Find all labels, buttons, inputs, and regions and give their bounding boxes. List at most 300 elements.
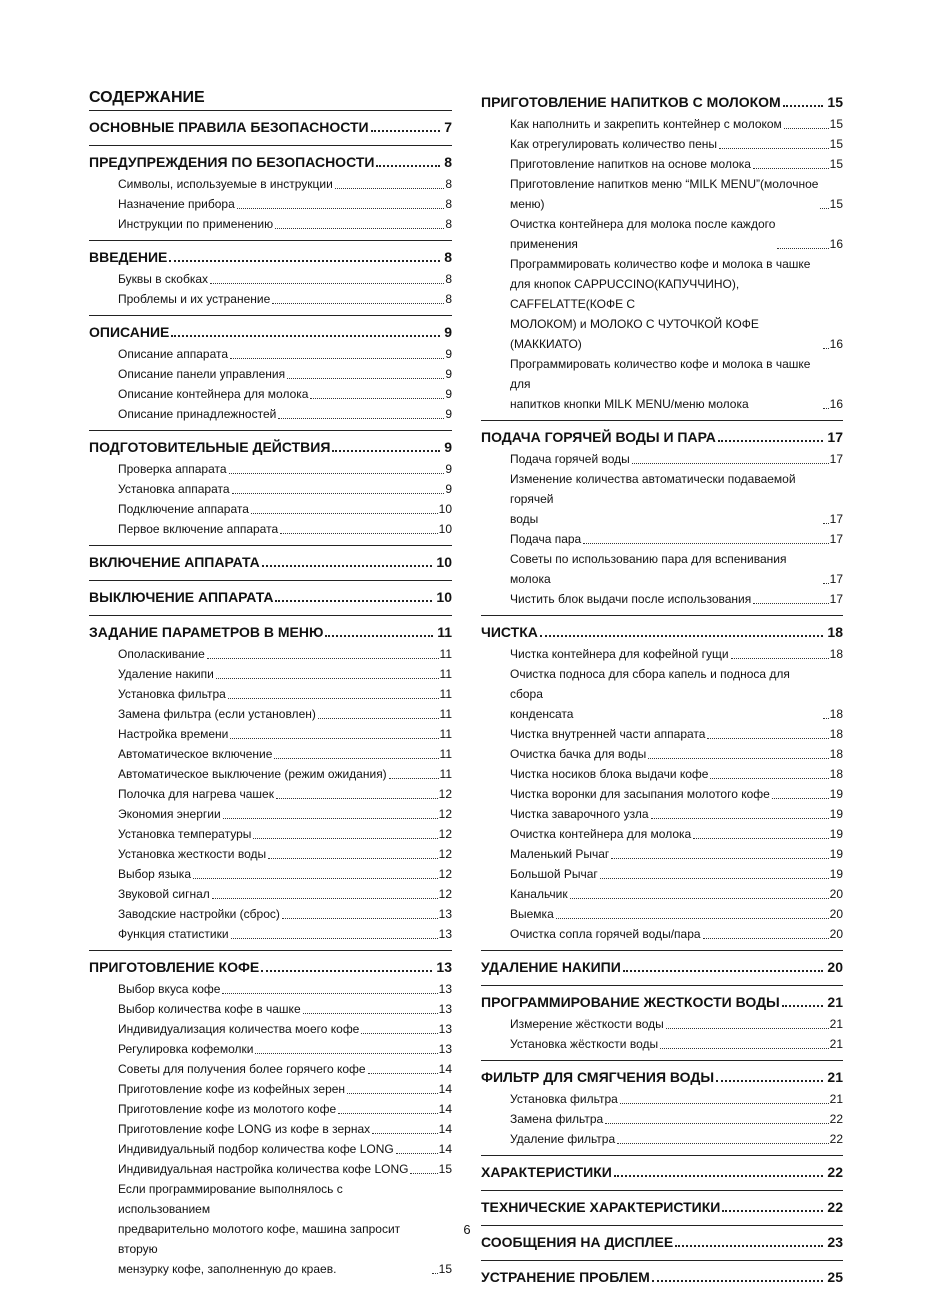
toc-entry-title: Подача горячей воды xyxy=(510,452,630,466)
toc-entry-title: Очистка контейнера для молока после каждого применения xyxy=(510,217,776,251)
toc-entry-title: Экономия энергии xyxy=(118,807,221,821)
toc-entry-title: Подключение аппарата xyxy=(118,502,249,516)
toc-entry-page: 22 xyxy=(829,1112,843,1126)
toc-entry-title: Первое включение аппарата xyxy=(118,522,279,536)
toc-entry-page: 13 xyxy=(438,1042,452,1056)
toc-section-heading[interactable] xyxy=(481,1061,843,1089)
toc-entry-page: 8 xyxy=(445,272,452,286)
dot-leader xyxy=(410,1173,437,1174)
toc-entry[interactable] xyxy=(481,549,843,589)
dot-leader xyxy=(660,1048,829,1049)
toc-entry-page: 8 xyxy=(445,177,452,191)
toc-entry[interactable] xyxy=(481,134,843,154)
toc-section xyxy=(89,146,452,241)
dot-leader xyxy=(212,898,438,899)
dot-leader xyxy=(255,1053,437,1054)
toc-entry-page: 11 xyxy=(439,727,452,741)
dot-leader xyxy=(718,440,824,442)
dot-leader xyxy=(318,718,439,719)
toc-section xyxy=(89,431,452,546)
toc-section-heading[interactable] xyxy=(481,1191,843,1219)
dot-leader xyxy=(823,523,829,524)
toc-entry-page: 15 xyxy=(829,117,843,131)
dot-leader xyxy=(276,798,438,799)
toc-entry[interactable] xyxy=(481,529,843,549)
toc-section xyxy=(89,616,452,951)
toc-entry-title: Как наполнить и закрепить контейнер с молоком xyxy=(510,117,782,131)
toc-entry-title: Назначение прибора xyxy=(118,197,235,211)
toc-entry-page: 13 xyxy=(438,1022,452,1036)
dot-leader xyxy=(823,408,829,409)
toc-entry-page: 20 xyxy=(829,927,843,941)
toc-entry-title: Выбор языка xyxy=(118,867,191,881)
toc-entry[interactable] xyxy=(481,844,843,864)
toc-entry-title: Приготовление кофе из кофейных зерен xyxy=(118,1082,346,1096)
toc-entry-title: Описание панели управления xyxy=(118,367,286,381)
toc-entry[interactable] xyxy=(481,824,843,844)
toc-section-page: 22 xyxy=(827,1164,843,1180)
toc-entry[interactable] xyxy=(89,804,452,824)
dot-leader xyxy=(232,493,445,494)
toc-entry-title: Установка жёсткости воды xyxy=(510,1037,659,1051)
toc-entry-title: Чистка заварочного узла xyxy=(510,807,649,821)
toc-entry-title: Приготовление напитков меню “MILK MENU”(молочное меню) xyxy=(510,177,819,211)
toc-section-heading[interactable] xyxy=(481,616,843,644)
toc-section-heading[interactable] xyxy=(481,1156,843,1184)
toc-section-page: 8 xyxy=(444,249,452,265)
toc-section xyxy=(481,1261,843,1295)
toc-section-title: ТЕХНИЧЕСКИЕ ХАРАКТЕРИСТИКИ xyxy=(481,1199,721,1215)
toc-entry-page: 15 xyxy=(438,1262,452,1276)
toc-entry[interactable] xyxy=(481,214,843,254)
toc-section-title: СООБЩЕНИЯ НА ДИСПЛЕЕ xyxy=(481,1234,674,1250)
toc-section-heading[interactable] xyxy=(89,146,452,174)
dot-leader xyxy=(823,583,829,584)
toc-entry-page: 21 xyxy=(829,1017,843,1031)
toc-entry[interactable] xyxy=(89,784,452,804)
toc-entry[interactable] xyxy=(481,174,843,214)
toc-entry[interactable] xyxy=(89,1059,452,1079)
toc-entry[interactable] xyxy=(89,764,452,784)
toc-entry[interactable] xyxy=(481,804,843,824)
toc-entry-page: 21 xyxy=(829,1037,843,1051)
toc-entry-title: Буквы в скобках xyxy=(118,272,209,286)
dot-leader xyxy=(772,798,829,799)
toc-entry-title: Проверка аппарата xyxy=(118,462,227,476)
toc-section-title: ОСНОВНЫЕ ПРАВИЛА БЕЗОПАСНОСТИ xyxy=(89,119,369,135)
toc-entry-title: Программировать количество кофе и молока в чашке для кнопок CAPPUCCINO(КАПУЧЧИНО), CAFFELATTE(КОФЕ С МОЛОКОМ) и МОЛОКО С ЧУТОЧКОЙ КОФЕ (МАККИАТО) xyxy=(510,257,811,351)
toc-entry[interactable] xyxy=(89,174,452,194)
toc-entry[interactable] xyxy=(481,784,843,804)
toc-entry-title: Приготовление кофе LONG из кофе в зернах xyxy=(118,1122,371,1136)
toc-entry[interactable] xyxy=(481,1109,843,1129)
toc-entry[interactable] xyxy=(89,459,452,479)
toc-section-title: ОПИСАНИЕ xyxy=(89,324,170,340)
toc-entry-title: Установка фильтра xyxy=(510,1092,618,1106)
dot-leader xyxy=(237,208,445,209)
toc-entry-page: 12 xyxy=(438,887,452,901)
dot-leader xyxy=(823,348,829,349)
dot-leader xyxy=(376,165,440,167)
toc-entry[interactable] xyxy=(481,449,843,469)
toc-entry-title: Заводские настройки (сброс) xyxy=(118,907,280,921)
toc-entry-page: 20 xyxy=(829,907,843,921)
toc-entry-page: 10 xyxy=(438,522,452,536)
dot-leader xyxy=(710,778,828,779)
dot-leader xyxy=(753,168,829,169)
toc-entry[interactable] xyxy=(481,644,843,664)
toc-section-page: 10 xyxy=(436,589,452,605)
toc-entry-title: Символы, используемые в инструкции xyxy=(118,177,333,191)
toc-entry-title: Настройка времени xyxy=(118,727,229,741)
toc-section-heading[interactable] xyxy=(481,986,843,1014)
toc-section xyxy=(481,986,843,1061)
dot-leader xyxy=(632,463,829,464)
toc-entry-page: 9 xyxy=(445,367,452,381)
toc-entry[interactable] xyxy=(481,764,843,784)
toc-entry-title: Удаление фильтра xyxy=(510,1132,616,1146)
toc-section-title: ПРЕДУПРЕЖДЕНИЯ ПО БЕЗОПАСНОСТИ xyxy=(89,154,375,170)
toc-entry-page: 11 xyxy=(439,747,452,761)
toc-entry[interactable] xyxy=(89,404,452,424)
toc-entry-page: 8 xyxy=(445,197,452,211)
dot-leader xyxy=(282,918,438,919)
toc-entry-page: 18 xyxy=(829,707,843,721)
toc-entry-page: 14 xyxy=(438,1102,452,1116)
toc-section-heading[interactable] xyxy=(89,431,452,459)
toc-entry-page: 11 xyxy=(439,667,452,681)
toc-section xyxy=(89,581,452,616)
toc-entry-page: 17 xyxy=(829,532,843,546)
toc-entry-page: 19 xyxy=(829,847,843,861)
dot-leader xyxy=(371,130,441,132)
toc-entry-title: Если программирование выполнялось с использованием предварительно молотого кофе, машина запросит вторую мензурку кофе, заполненную до краев. xyxy=(118,1182,401,1276)
dot-leader xyxy=(540,635,824,637)
toc-entry[interactable] xyxy=(89,499,452,519)
toc-section-heading[interactable] xyxy=(89,581,452,609)
toc-section-title: УСТРАНЕНИЕ ПРОБЛЕМ xyxy=(481,1269,650,1285)
toc-entry[interactable] xyxy=(89,824,452,844)
toc-entry-page: 12 xyxy=(438,867,452,881)
dot-leader xyxy=(229,473,445,474)
toc-section-title: ЧИСТКА xyxy=(481,624,538,640)
dot-leader xyxy=(693,838,828,839)
dot-leader xyxy=(171,335,440,337)
dot-leader xyxy=(275,600,432,602)
toc-section xyxy=(89,111,452,146)
toc-entry[interactable] xyxy=(89,864,452,884)
toc-section-page: 8 xyxy=(444,154,452,170)
toc-entry[interactable] xyxy=(89,194,452,214)
toc-entry-title: Чистка контейнера для кофейной гущи xyxy=(510,647,729,661)
toc-entry[interactable] xyxy=(89,344,452,364)
dot-leader xyxy=(193,878,438,879)
page-number: 6 xyxy=(463,1222,471,1237)
toc-section-heading[interactable] xyxy=(89,546,452,574)
toc-entry-page: 16 xyxy=(829,397,843,411)
toc-entry-page: 11 xyxy=(439,687,452,701)
dot-leader xyxy=(169,260,440,262)
toc-entry[interactable] xyxy=(481,1034,843,1054)
toc-entry[interactable] xyxy=(481,884,843,904)
toc-entry-page: 19 xyxy=(829,807,843,821)
toc-left-column xyxy=(89,86,452,1285)
dot-leader xyxy=(372,1133,437,1134)
toc-section xyxy=(89,546,452,581)
toc-section-title: ВЫКЛЮЧЕНИЕ АППАРАТА xyxy=(89,589,274,605)
toc-entry-page: 14 xyxy=(438,1142,452,1156)
toc-section-title: ПОДГОТОВИТЕЛЬНЫЕ ДЕЙСТВИЯ xyxy=(89,439,331,455)
toc-section-page: 21 xyxy=(827,1069,843,1085)
toc-entry[interactable] xyxy=(481,1129,843,1149)
dot-leader xyxy=(287,378,444,379)
toc-entry-page: 17 xyxy=(829,592,843,606)
dot-leader xyxy=(361,1033,437,1034)
toc-entry-page: 13 xyxy=(438,1002,452,1016)
toc-section-page: 21 xyxy=(827,994,843,1010)
dot-leader xyxy=(228,698,439,699)
toc-entry[interactable] xyxy=(481,254,843,354)
toc-entry[interactable] xyxy=(89,1159,452,1179)
toc-entry[interactable] xyxy=(89,884,452,904)
toc-entry-title: Выбор количества кофе в чашке xyxy=(118,1002,301,1016)
toc-entry-page: 15 xyxy=(829,137,843,151)
toc-entry-title: Автоматическое выключение (режим ожидания) xyxy=(118,767,387,781)
toc-entry-page: 21 xyxy=(829,1092,843,1106)
dot-leader xyxy=(251,513,438,514)
toc-entry-title: Большой Рычаг xyxy=(510,867,598,881)
toc-entry-page: 17 xyxy=(829,512,843,526)
toc-entry[interactable] xyxy=(481,589,843,609)
toc-section xyxy=(481,616,843,951)
toc-entry[interactable] xyxy=(89,1019,452,1039)
toc-entry-title: Описание аппарата xyxy=(118,347,229,361)
toc-entry[interactable] xyxy=(89,1119,452,1139)
dot-leader xyxy=(253,838,437,839)
toc-section-heading[interactable] xyxy=(481,1261,843,1289)
toc-entry[interactable] xyxy=(89,1039,452,1059)
dot-leader xyxy=(207,658,439,659)
dot-leader xyxy=(716,1080,823,1082)
toc-entry-title: Очистка сопла горячей воды/пара xyxy=(510,927,701,941)
toc-entry-page: 11 xyxy=(439,707,452,721)
toc-entry-title: Выбор вкуса кофе xyxy=(118,982,221,996)
dot-leader xyxy=(605,1123,828,1124)
toc-entry-title: Индивидуальная настройка количества кофе LONG xyxy=(118,1162,409,1176)
toc-entry-page: 20 xyxy=(829,887,843,901)
toc-section-heading[interactable] xyxy=(89,111,452,139)
dot-leader xyxy=(784,128,829,129)
toc-entry-title: Подача пара xyxy=(510,532,582,546)
toc-entry-title: Чистить блок выдачи после использования xyxy=(510,592,752,606)
toc-entry-page: 19 xyxy=(829,827,843,841)
dot-leader xyxy=(777,248,828,249)
dot-leader xyxy=(261,970,432,972)
toc-entry[interactable] xyxy=(89,269,452,289)
dot-leader xyxy=(611,858,828,859)
toc-entry[interactable] xyxy=(481,1014,843,1034)
toc-entry[interactable] xyxy=(481,864,843,884)
toc-entry-page: 13 xyxy=(438,927,452,941)
dot-leader xyxy=(347,1093,438,1094)
toc-section-page: 23 xyxy=(827,1234,843,1250)
toc-entry[interactable] xyxy=(89,214,452,234)
toc-entry[interactable] xyxy=(89,844,452,864)
toc-entry-page: 19 xyxy=(829,867,843,881)
toc-entry-title: Изменение количества автоматически подаваемой горячей воды xyxy=(510,472,796,526)
toc-entry[interactable] xyxy=(89,644,452,664)
dot-leader xyxy=(614,1175,824,1177)
toc-entry-title: Замена фильтра (если установлен) xyxy=(118,707,316,721)
toc-entry[interactable] xyxy=(481,1089,843,1109)
toc-section xyxy=(89,316,452,431)
toc-entry-title: Чистка носиков блока выдачи кофе xyxy=(510,767,709,781)
toc-entry-title: Полочка для нагрева чашек xyxy=(118,787,274,801)
dot-leader xyxy=(719,148,829,149)
dot-leader xyxy=(389,778,439,779)
toc-entry[interactable] xyxy=(89,479,452,499)
dot-leader xyxy=(310,398,444,399)
toc-entry-title: Звуковой сигнал xyxy=(118,887,210,901)
toc-entry[interactable] xyxy=(89,999,452,1019)
toc-entry[interactable] xyxy=(89,904,452,924)
toc-section-heading[interactable] xyxy=(481,951,843,979)
toc-section xyxy=(481,951,843,986)
toc-entry[interactable] xyxy=(89,1139,452,1159)
toc-entry-page: 13 xyxy=(438,907,452,921)
toc-section-page: 22 xyxy=(827,1199,843,1215)
toc-entry-page: 10 xyxy=(438,502,452,516)
dot-leader xyxy=(666,1028,829,1029)
dot-leader xyxy=(222,993,437,994)
toc-entry[interactable] xyxy=(89,924,452,944)
toc-section xyxy=(481,1156,843,1191)
dot-leader xyxy=(368,1073,438,1074)
toc-entry-title: Установка фильтра xyxy=(118,687,226,701)
toc-section xyxy=(481,421,843,616)
toc-section-title: ПРИГОТОВЛЕНИЕ НАПИТКОВ С МОЛОКОМ xyxy=(481,94,781,110)
toc-entry-title: Описание принадлежностей xyxy=(118,407,277,421)
toc-entry[interactable] xyxy=(481,469,843,529)
toc-entry[interactable] xyxy=(481,744,843,764)
toc-entry[interactable] xyxy=(89,289,452,309)
toc-entry-page: 12 xyxy=(438,847,452,861)
dot-leader xyxy=(570,898,829,899)
dot-leader xyxy=(268,858,438,859)
toc-entry-page: 9 xyxy=(445,407,452,421)
toc-entry-title: Инструкции по применению xyxy=(118,217,274,231)
toc-section-title: ХАРАКТЕРИСТИКИ xyxy=(481,1164,612,1180)
toc-entry-title: Удаление накипи xyxy=(118,667,214,681)
dot-leader xyxy=(280,533,438,534)
toc-entry[interactable] xyxy=(89,364,452,384)
toc-entry[interactable] xyxy=(89,384,452,404)
toc-section-page: 13 xyxy=(436,959,452,975)
toc-entry[interactable] xyxy=(89,744,452,764)
toc-entry-title: Советы по использованию пара для вспенивания молока xyxy=(510,552,787,586)
toc-entry[interactable] xyxy=(89,724,452,744)
toc-section-heading[interactable] xyxy=(481,421,843,449)
toc-entry-page: 18 xyxy=(829,647,843,661)
toc-entry[interactable] xyxy=(481,904,843,924)
toc-entry-title: Описание контейнера для молока xyxy=(118,387,309,401)
dot-leader xyxy=(272,303,444,304)
toc-right-column xyxy=(481,86,843,1295)
dot-leader xyxy=(216,678,439,679)
toc-entry-page: 18 xyxy=(829,727,843,741)
toc-entry-page: 9 xyxy=(445,387,452,401)
toc-entry[interactable] xyxy=(89,664,452,684)
toc-section-page: 17 xyxy=(827,429,843,445)
toc-entry-page: 16 xyxy=(829,237,843,251)
toc-section-page: 20 xyxy=(827,959,843,975)
toc-entry[interactable] xyxy=(89,979,452,999)
toc-entry-title: Замена фильтра xyxy=(510,1112,604,1126)
toc-entry-title: Очистка подноса для сбора капель и подноса для сбора конденсата xyxy=(510,667,790,721)
dot-leader xyxy=(707,738,828,739)
dot-leader xyxy=(230,738,438,739)
toc-entry-title: Индивидуальный подбор количества кофе LONG xyxy=(118,1142,394,1156)
dot-leader xyxy=(262,565,433,567)
toc-entry-title: Чистка внутренней части аппарата xyxy=(510,727,706,741)
toc-entry-page: 8 xyxy=(445,292,452,306)
toc-section-page: 9 xyxy=(444,324,452,340)
toc-left-sections xyxy=(89,111,452,1285)
toc-entry[interactable] xyxy=(481,924,843,944)
toc-entry-page: 15 xyxy=(829,197,843,211)
toc-entry-title: Чистка воронки для засыпания молотого кофе xyxy=(510,787,770,801)
toc-entry[interactable] xyxy=(481,154,843,174)
dot-leader xyxy=(648,758,828,759)
toc-entry-page: 18 xyxy=(829,767,843,781)
toc-entry-page: 13 xyxy=(438,982,452,996)
toc-entry[interactable] xyxy=(481,114,843,134)
toc-entry-title: Ополаскивание xyxy=(118,647,205,661)
toc-entry[interactable] xyxy=(481,664,843,724)
toc-entry[interactable] xyxy=(89,519,452,539)
toc-entry-title: Индивидуализация количества моего кофе xyxy=(118,1022,360,1036)
toc-entry[interactable] xyxy=(89,704,452,724)
dot-leader xyxy=(782,1005,824,1007)
toc-entry-title: Регулировка кофемолки xyxy=(118,1042,254,1056)
toc-entry[interactable] xyxy=(481,354,843,414)
toc-section-page: 15 xyxy=(827,94,843,110)
dot-leader xyxy=(223,818,438,819)
toc-entry[interactable] xyxy=(481,724,843,744)
toc-entry[interactable] xyxy=(89,684,452,704)
toc-section-heading[interactable] xyxy=(89,616,452,644)
dot-leader xyxy=(703,938,829,939)
toc-section-page: 10 xyxy=(436,554,452,570)
toc-entry-page: 17 xyxy=(829,572,843,586)
toc-entry[interactable] xyxy=(89,1079,452,1099)
toc-section-page: 25 xyxy=(827,1269,843,1285)
toc-section-title: ВВЕДЕНИЕ xyxy=(89,249,168,265)
toc-entry-page: 9 xyxy=(445,482,452,496)
dot-leader xyxy=(396,1153,438,1154)
toc-entry-page: 14 xyxy=(438,1122,452,1136)
toc-section-heading[interactable] xyxy=(89,316,452,344)
toc-section-heading[interactable] xyxy=(89,951,452,979)
dot-leader xyxy=(820,208,828,209)
dot-leader xyxy=(823,718,829,719)
dot-leader xyxy=(617,1143,829,1144)
toc-section-heading[interactable] xyxy=(89,241,452,269)
toc-section-heading[interactable] xyxy=(481,86,843,114)
dot-leader xyxy=(753,603,828,604)
toc-entry[interactable] xyxy=(89,1099,452,1119)
toc-section-title: УДАЛЕНИЕ НАКИПИ xyxy=(481,959,621,975)
